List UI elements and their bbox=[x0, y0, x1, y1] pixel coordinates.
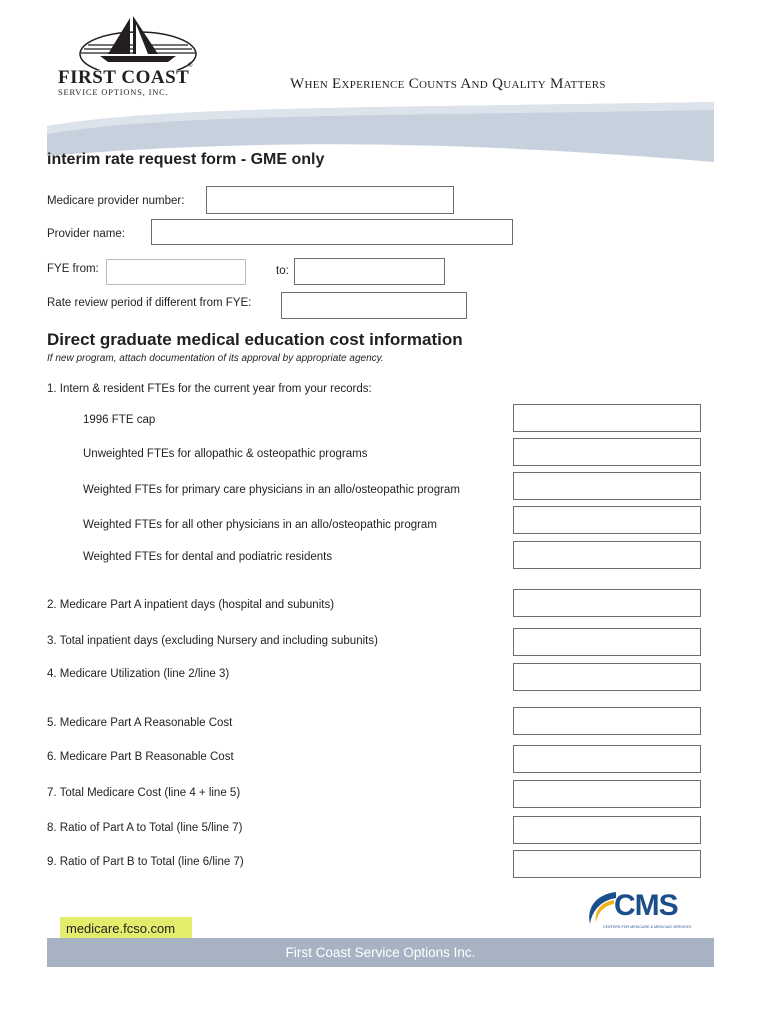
sub-item-label: Weighted FTEs for all other physicians in an allo/osteopathic program bbox=[83, 519, 437, 531]
line-label: 5. Medicare Part A Reasonable Cost bbox=[47, 717, 233, 729]
trademark-mark: ® bbox=[188, 63, 193, 69]
line-7-field[interactable] bbox=[513, 780, 701, 808]
provider-number-label: Medicare provider number: bbox=[47, 195, 185, 207]
cms-swoosh-icon bbox=[584, 888, 618, 928]
unweighted-fte-field[interactable] bbox=[513, 438, 701, 466]
line-3-field[interactable] bbox=[513, 628, 701, 656]
rate-review-label: Rate review period if different from FYE: bbox=[47, 297, 252, 309]
sub-item-label: Weighted FTEs for dental and podiatric residents bbox=[83, 551, 333, 563]
line-label: 9. Ratio of Part B to Total (line 6/line 7) bbox=[47, 856, 244, 868]
line-8-field[interactable] bbox=[513, 816, 701, 844]
line-1-label: 1. Intern & resident FTEs for the current year from your records: bbox=[47, 383, 372, 395]
provider-name-field[interactable] bbox=[151, 219, 513, 245]
line-9-field[interactable] bbox=[513, 850, 701, 878]
line-label: 3. Total inpatient days (excluding Nursery and including subunits) bbox=[47, 635, 378, 647]
line-label: 2. Medicare Part A inpatient days (hospital and subunits) bbox=[47, 599, 335, 611]
line-label: 4. Medicare Utilization (line 2/line 3) bbox=[47, 668, 230, 680]
line-label: 8. Ratio of Part A to Total (line 5/line 7) bbox=[47, 822, 243, 834]
line-4-field[interactable] bbox=[513, 663, 701, 691]
line-6-field[interactable] bbox=[513, 745, 701, 773]
sub-item-label: 1996 FTE cap bbox=[83, 414, 156, 426]
logo-line-2: SERVICE OPTIONS, INC. bbox=[58, 87, 169, 97]
cms-wordmark: CMS bbox=[614, 889, 678, 922]
fte-cap-field[interactable] bbox=[513, 404, 701, 432]
weighted-other-fte-field[interactable] bbox=[513, 506, 701, 534]
tagline: When Experience Counts And Quality Matters bbox=[290, 76, 606, 92]
rate-review-field[interactable] bbox=[281, 292, 467, 319]
sub-item-label: Unweighted FTEs for allopathic & osteopathic programs bbox=[83, 448, 368, 460]
line-label: 7. Total Medicare Cost (line 4 + line 5) bbox=[47, 787, 241, 799]
website-link[interactable]: medicare.fcso.com bbox=[60, 917, 192, 940]
footer-bar: First Coast Service Options Inc. bbox=[47, 938, 714, 967]
sub-item-label: Weighted FTEs for primary care physicians in an allo/osteopathic program bbox=[83, 484, 460, 496]
weighted-dental-fte-field[interactable] bbox=[513, 541, 701, 569]
cms-logo bbox=[584, 888, 704, 934]
fye-from-field[interactable] bbox=[106, 259, 246, 285]
fye-to-field[interactable] bbox=[294, 258, 445, 285]
section-title: Direct graduate medical education cost information bbox=[47, 330, 463, 349]
cms-subtitle: CENTERS FOR MEDICARE & MEDICAID SERVICES bbox=[603, 925, 692, 929]
provider-number-field[interactable] bbox=[206, 186, 454, 214]
form-title: interim rate request form - GME only bbox=[47, 151, 325, 168]
sailboat-logo-icon bbox=[78, 14, 198, 70]
line-2-field[interactable] bbox=[513, 589, 701, 617]
fye-to-label: to: bbox=[276, 265, 289, 277]
provider-name-label: Provider name: bbox=[47, 228, 125, 240]
line-label: 6. Medicare Part B Reasonable Cost bbox=[47, 751, 234, 763]
section-note: If new program, attach documentation of its approval by appropriate agency. bbox=[47, 353, 384, 364]
logo-line-1: FIRST COAST bbox=[58, 67, 190, 88]
fye-from-label: FYE from: bbox=[47, 263, 99, 275]
weighted-primary-fte-field[interactable] bbox=[513, 472, 701, 500]
line-5-field[interactable] bbox=[513, 707, 701, 735]
